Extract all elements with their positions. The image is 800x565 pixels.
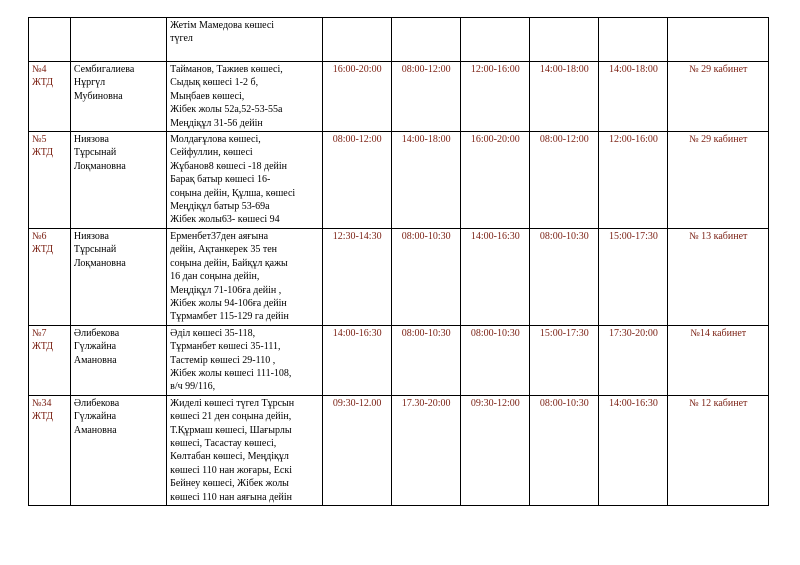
streets-line: көшесі, Тасастау көшесі, [170, 437, 277, 449]
table-row [29, 62, 769, 132]
number-cell [29, 395, 71, 505]
streets-cell [167, 325, 323, 395]
time-cell [323, 395, 392, 505]
streets-line: Әділ көшесі 35-118, [170, 327, 256, 339]
doctor-name: Гүлжайна [73, 411, 117, 423]
name-cell [70, 228, 166, 325]
cabinet-label: № 29 кабинет [689, 64, 748, 75]
time-range: 08:00-10:30 [401, 230, 451, 242]
row-number: ЖТД [32, 341, 54, 353]
time-cell [392, 18, 461, 62]
name-cell [70, 132, 166, 229]
time-range: 14:00-18:00 [609, 64, 658, 75]
table-row [29, 325, 769, 395]
doctor-name: Тұрсынай [73, 244, 117, 256]
time-cell [530, 18, 599, 62]
name-cell [70, 325, 166, 395]
time-cell [530, 395, 599, 505]
streets-line: Барақ батыр көшесі 16- [170, 174, 271, 186]
number-cell [29, 228, 71, 325]
cabinet-label: № 13 кабинет [689, 230, 748, 242]
name-cell [70, 395, 166, 505]
streets-line: соңына дейін, Байқұл қажы [170, 257, 288, 269]
streets-line: Жібек жолы63- көшесі 94 [170, 214, 280, 226]
table-row [29, 395, 769, 505]
doctor-name: Сембигалиева [73, 64, 135, 75]
number-cell [29, 18, 71, 62]
table-row [29, 132, 769, 229]
cabinet-cell [668, 325, 769, 395]
streets-line: Жібек жолы көшесі 111-108, [170, 367, 292, 379]
doctor-name: Гүлжайна [73, 341, 117, 353]
number-cell [29, 62, 71, 132]
time-range: 08:00-10:30 [470, 327, 520, 339]
time-cell [599, 132, 668, 229]
row-number: ЖТД [32, 147, 54, 159]
time-range: 08:00-12:00 [539, 134, 589, 146]
time-cell [599, 228, 668, 325]
streets-line: Меңдіқұл батыр 53-69а [170, 201, 270, 213]
streets-line: Тастемір көшесі 29-110 , [170, 354, 276, 366]
table-row [29, 228, 769, 325]
time-range: 08:00-12:00 [401, 64, 451, 75]
row-number: ЖТД [32, 411, 54, 423]
row-number: ЖТД [32, 77, 54, 89]
time-range: 08:00-10:30 [401, 327, 451, 339]
streets-line: Бейнеу көшесі, Жібек жолы [170, 478, 289, 490]
streets-cell [167, 228, 323, 325]
time-cell [461, 228, 530, 325]
doctor-name: Амановна [73, 424, 117, 436]
streets-line: Мыңбаев көшесі, [170, 90, 245, 102]
time-cell [530, 228, 599, 325]
doctor-name: Нұргүл [73, 77, 106, 89]
doctor-name: Амановна [73, 354, 117, 366]
time-cell [323, 228, 392, 325]
doctor-name: Лоқмановна [73, 160, 126, 172]
time-range: 14:00-18:00 [401, 134, 451, 146]
streets-line: көшесі 110 нан аяғына дейін [170, 491, 293, 503]
table-row-continuation [29, 18, 769, 62]
time-range: 12:00-16:00 [609, 134, 658, 146]
time-cell [392, 132, 461, 229]
streets-line: Тайманов, Тажиев көшесі, [170, 64, 283, 75]
cabinet-label: №14 кабинет [690, 327, 747, 339]
row-number: №4 [32, 64, 47, 75]
number-cell [29, 132, 71, 229]
streets-cell [167, 395, 323, 505]
time-range: 09:30-12:00 [470, 397, 520, 409]
time-range: 08:00-12:00 [332, 134, 382, 146]
time-range: 12:30-14:30 [332, 230, 382, 242]
time-cell [461, 325, 530, 395]
time-range: 09:30-12.00 [332, 397, 382, 409]
streets-line: Сыдық көшесі 1-2 б, [170, 77, 259, 89]
streets-line: көшесі 21 ден соңына дейін, [170, 411, 292, 423]
time-cell [323, 62, 392, 132]
name-cell [70, 62, 166, 132]
row-number: №34 [32, 397, 52, 409]
doctor-name: Әлибекова [73, 397, 120, 409]
time-range: 14:00-16:30 [470, 230, 520, 242]
time-cell [461, 132, 530, 229]
time-cell [599, 62, 668, 132]
time-cell [530, 325, 599, 395]
doctor-name: Лоқмановна [73, 257, 126, 269]
time-cell [392, 228, 461, 325]
streets-line: Молдағұлова көшесі, [170, 134, 261, 146]
time-cell [530, 62, 599, 132]
time-cell [461, 18, 530, 62]
time-cell [323, 18, 392, 62]
time-range: 14:00-16:30 [332, 327, 382, 339]
cabinet-label: № 29 кабинет [689, 134, 748, 146]
time-range: 14:00-16:30 [609, 397, 658, 409]
streets-cell [167, 18, 323, 62]
time-range: 16:00-20:00 [332, 64, 382, 75]
time-range: 17:30-20:00 [609, 327, 658, 339]
cabinet-cell [668, 62, 769, 132]
row-number: №5 [32, 134, 47, 146]
doctor-name: Әлибекова [73, 327, 120, 339]
streets-line: көшесі 110 нан жоғары, Ескі [170, 464, 292, 476]
time-range: 12:00-16:00 [470, 64, 520, 75]
row-number: №7 [32, 327, 47, 339]
streets-line: Меңдіқұл 31-56 дейін [170, 117, 263, 129]
streets-line: Ерменбет37ден аяғына [170, 230, 269, 242]
time-cell [599, 18, 668, 62]
streets-line: Т.Құрмаш көшесі, Шағырлы [170, 424, 292, 436]
time-range: 16:00-20:00 [470, 134, 520, 146]
time-cell [530, 132, 599, 229]
streets-line: Жібек жолы 94-106ға дейін [170, 297, 287, 309]
time-range: 08:00-10:30 [539, 397, 589, 409]
cabinet-cell [668, 18, 769, 62]
streets-line: Сейфуллин, көшесі [170, 147, 253, 159]
row-number: ЖТД [32, 244, 54, 256]
doctor-name: Тұрсынай [73, 147, 117, 159]
streets-cell [167, 132, 323, 229]
number-cell [29, 325, 71, 395]
cabinet-cell [668, 395, 769, 505]
cabinet-cell [668, 132, 769, 229]
time-cell [392, 62, 461, 132]
time-cell [323, 325, 392, 395]
streets-cell [167, 62, 323, 132]
name-cell [70, 18, 166, 62]
time-cell [461, 62, 530, 132]
doctor-name: Ниязова [73, 134, 109, 146]
time-range: 14:00-18:00 [539, 64, 589, 75]
time-cell [392, 395, 461, 505]
time-cell [392, 325, 461, 395]
row-number: №6 [32, 230, 47, 242]
doctor-name: Мубиновна [73, 90, 123, 102]
time-cell [599, 395, 668, 505]
time-range: 17.30-20:00 [401, 397, 451, 409]
streets-line: дейін, Ақтанкерек 35 тен [170, 244, 278, 256]
streets-line: соңына дейін, Құлша, көшесі [170, 187, 296, 199]
streets-line: Көлтабан көшесі, Меңдіқұл [170, 451, 289, 463]
streets-line: Меңдіқұл 71-106ға дейін , [170, 284, 282, 296]
schedule-table [28, 17, 769, 506]
time-range: 15:00-17:30 [539, 327, 589, 339]
streets-line: Жібек жолы 52а,52-53-55а [170, 104, 283, 116]
time-cell [599, 325, 668, 395]
streets-line: Тұрмамбет 115-129 га дейін [170, 311, 289, 323]
streets-line: в/ч 99/116, [170, 381, 216, 393]
schedule-body [29, 18, 769, 506]
time-cell [323, 132, 392, 229]
cabinet-label: № 12 кабинет [689, 397, 748, 409]
streets-line: 16 дан соңына дейін, [170, 271, 260, 283]
doctor-name: Ниязова [73, 230, 109, 242]
streets-line: Тұрманбет көшесі 35-111, [170, 341, 281, 353]
time-cell [461, 395, 530, 505]
streets-line: Жетім Мамедова көшесі [170, 20, 275, 31]
streets-line: түгел [170, 33, 193, 45]
time-range: 15:00-17:30 [609, 230, 658, 242]
cabinet-cell [668, 228, 769, 325]
streets-line: Жиделі көшесі түгел Тұрсын [170, 397, 295, 409]
streets-line: Жұбанов8 көшесі -18 дейін [170, 160, 288, 172]
time-range: 08:00-10:30 [539, 230, 589, 242]
